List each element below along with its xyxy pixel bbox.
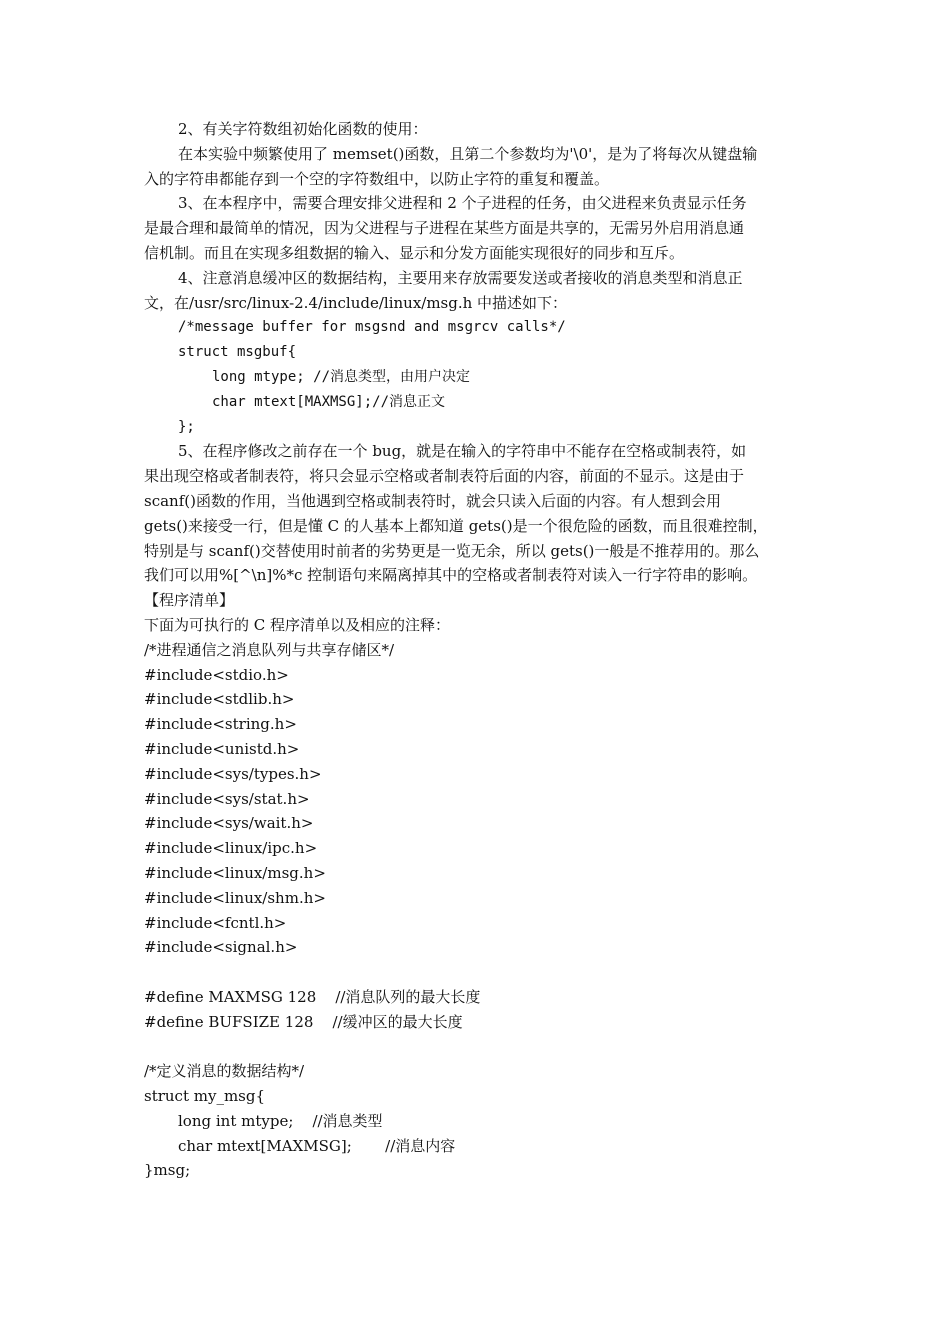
include-line: #include<sys/wait.h> bbox=[144, 814, 314, 833]
blank-line bbox=[144, 960, 808, 985]
text-line: 4、注意消息缓冲区的数据结构，主要用来存放需要发送或者接收的消息类型和消息正 bbox=[178, 268, 743, 287]
section-heading: 【程序清单】 bbox=[144, 591, 235, 610]
include-line: #include<fcntl.h> bbox=[144, 913, 287, 932]
code-comment: /*定义消息的数据结构*/ bbox=[144, 1062, 305, 1081]
document-body bbox=[144, 117, 808, 1183]
text-line: 入的字符串都能存到一个空的字符数组中，以防止字符的重复和覆盖。 bbox=[144, 169, 610, 188]
text-line: 2、有关字符数组初始化函数的使用： bbox=[178, 120, 428, 138]
include-line: #include<linux/shm.h> bbox=[144, 888, 326, 907]
code-line: }; bbox=[178, 418, 195, 435]
text-line: 特别是与 scanf()交替使用时前者的劣势更是一览无余，所以 gets()一般是不推荐用的。那么 bbox=[144, 541, 760, 560]
text-line: 5、在程序修改之前存在一个 bug，就是在输入的字符串中不能存在空格或制表符，如 bbox=[178, 442, 747, 461]
include-line: #include<string.h> bbox=[144, 715, 297, 734]
code-line: long mtype; //消息类型，由用户决定 bbox=[212, 368, 471, 385]
include-line: #include<stdlib.h> bbox=[144, 690, 295, 709]
text-line: 我们可以用%[^\n]%*c 控制语句来隔离掉其中的空格或者制表符对读入一行字符串的影响。 bbox=[144, 566, 758, 585]
include-line: #include<sys/stat.h> bbox=[144, 789, 310, 808]
code-line: /*message buffer for msgsnd and msgrcv calls*/ bbox=[178, 319, 566, 336]
include-line: #include<linux/msg.h> bbox=[144, 863, 326, 882]
text-line: 果出现空格或者制表符，将只会显示空格或者制表符后面的内容，前面的不显示。这是由于 bbox=[144, 467, 745, 486]
include-line: #include<sys/types.h> bbox=[144, 764, 322, 783]
code-line: long int mtype; //消息类型 bbox=[178, 1111, 383, 1130]
include-line: #include<linux/ipc.h> bbox=[144, 839, 318, 858]
text-line: 在本实验中频繁使用了 memset()函数，且第二个参数均为'\0'，是为了将每次从键盘输 bbox=[178, 144, 758, 163]
define-line: #define BUFSIZE 128 //缓冲区的最大长度 bbox=[144, 1012, 463, 1031]
code-line: struct my_msg{ bbox=[144, 1087, 266, 1106]
text-line: 3、在本程序中，需要合理安排父进程和 2 个子进程的任务，由父进程来负责显示任务 bbox=[178, 194, 747, 213]
text-line: gets()来接受一行，但是懂 C 的人基本上都知道 gets()是一个很危险的函数，而且很难控制， bbox=[144, 516, 768, 535]
code-line: }msg; bbox=[144, 1161, 191, 1180]
code-comment: /*进程通信之消息队列与共享存储区*/ bbox=[144, 640, 395, 659]
define-line: #define MAXMSG 128 //消息队列的最大长度 bbox=[144, 987, 481, 1006]
text-line: 是最合理和最简单的情况，因为父进程与子进程在某些方面是共享的，无需另外启用消息通 bbox=[144, 219, 745, 238]
code-line: char mtext[MAXMSG];//消息正文 bbox=[212, 393, 446, 410]
text-line: scanf()函数的作用，当他遇到空格或制表符时，就会只读入后面的内容。有人想到会用 bbox=[144, 491, 721, 510]
text-line: 下面为可执行的 C 程序清单以及相应的注释： bbox=[144, 615, 451, 634]
code-line: struct msgbuf{ bbox=[178, 344, 297, 361]
text-line: 信机制。而且在实现多组数据的输入、显示和分发方面能实现很好的同步和互斥。 bbox=[144, 243, 685, 262]
blank-line bbox=[144, 1034, 808, 1059]
code-line: char mtext[MAXMSG]; //消息内容 bbox=[178, 1136, 456, 1155]
include-line: #include<unistd.h> bbox=[144, 739, 300, 758]
include-line: #include<signal.h> bbox=[144, 938, 298, 957]
include-line: #include<stdio.h> bbox=[144, 665, 289, 684]
text-line: 文，在/usr/src/linux-2.4/include/linux/msg.h 中描述如下： bbox=[144, 293, 568, 312]
